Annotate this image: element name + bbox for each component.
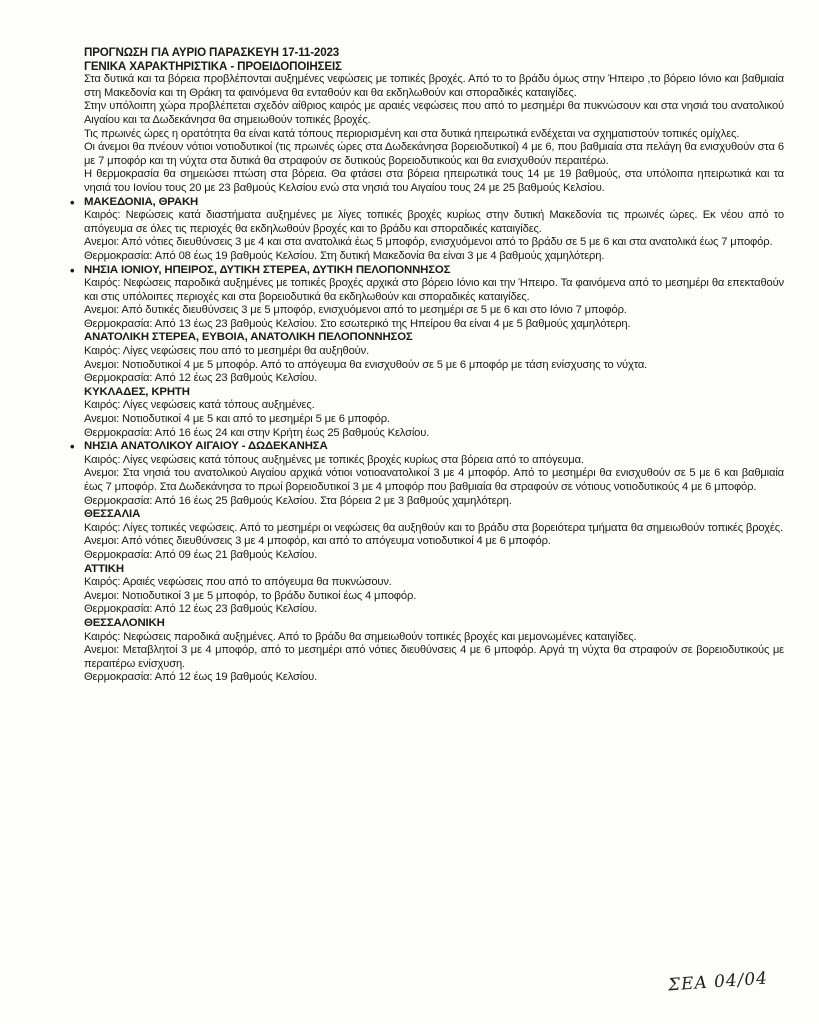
region-heading: • ΝΗΣΙΑ ΙΟΝΙΟΥ, ΗΠΕΙΡΟΣ, ΔΥΤΙΚΗ ΣΤΕΡΕΑ, ΔΥΤΙΚΗ ΠΕΛΟΠΟΝΝΗΣΟΣ bbox=[84, 264, 784, 278]
wind-line: Ανεμοι: Νοτιοδυτικοί 4 με 5 μποφόρ. Από το απόγευμα θα ενισχυθούν σε 5 με 6 μποφόρ με τάση ενίσχυσης το νύχτα. bbox=[84, 358, 648, 371]
general-heading: ΓΕΝΙΚΑ ΧΑΡΑΚΤΗΡΙΣΤΙΚΑ - ΠΡΟΕΙΔΟΠΟΙΗΣΕΙΣ bbox=[84, 59, 342, 73]
weather-line: Καιρός: Αραιές νεφώσεις που από το απόγευμα θα πυκνώσουν. bbox=[84, 576, 392, 589]
region-heading: ΘΕΣΣΑΛΙΑ bbox=[84, 508, 141, 521]
temperature-line: Θερμοκρασία: Από 12 έως 23 βαθμούς Κελσίου. bbox=[84, 372, 318, 385]
region-heading: • ΜΑΚΕΔΟΝΙΑ, ΘΡΑΚΗ bbox=[84, 196, 784, 210]
general-paragraph: Η θερμοκρασία θα σημειώσει πτώση στα βόρεια. Θα φτάσει στα βόρεια ηπειρωτικά τους 14 με 19 βαθμούς, στα υπόλοιπα ηπειρωτικά και τα νησιά του Ιονίου τους 20 με 23 βαθμούς Κελσίου ενώ στα νησιά του Αιγαίου τους 24 με 25 βαθμούς Κελσίου. bbox=[84, 168, 784, 194]
weather-line: Καιρός: Νεφώσεις κατά διαστήματα αυξημένες με λίγες τοπικές βροχές κυρίως στην δυτική Μακεδονία τις πρωινές ώρες. Εκ νέου από το απόγευμα σε όλες τις περιοχές θα εκδηλωθούν βροχές και το βράδυ και σποραδικές καταιγίδες. bbox=[84, 209, 784, 235]
region-section-ionian-epirus bbox=[84, 264, 784, 332]
weather-line: Καιρός: Λίγες νεφώσεις που από το μεσημέρι θα αυξηθούν. bbox=[84, 345, 370, 358]
wind-line: Ανεμοι: Στα νησιά του ανατολικού Αιγαίου αρχικά νότιοι νοτιοανατολικοί 3 με 4 μποφόρ. Από το μεσημέρι θα ενισχυθούν σε 5 με 6 και βαθμιαία έως 7 μποφόρ. Στα Δωδεκάνησα το πρωί βορειοδυτικοί 3 με 4 μποφόρ που βαθμιαία θα στραφούν σε νότιους νοτιοδυτικούς 4 με 6 μποφόρ. bbox=[84, 467, 784, 493]
region-section-east-aegean bbox=[84, 440, 784, 508]
temperature-line: Θερμοκρασία: Από 13 έως 23 βαθμούς Κελσίου. Στο εσωτερικό της Ηπείρου θα είναι 4 με 5 βαθμούς χαμηλότερη. bbox=[84, 317, 631, 330]
wind-line: Ανεμοι: Νοτιοδυτικοί 3 με 5 μποφόρ, το βράδυ δυτικοί έως 4 μποφόρ. bbox=[84, 589, 417, 602]
forecast-document bbox=[84, 46, 784, 685]
region-heading: ΑΝΑΤΟΛΙΚΗ ΣΤΕΡΕΑ, ΕΥΒΟΙΑ, ΑΝΑΤΟΛΙΚΗ ΠΕΛΟΠΟΝΝΗΣΟΣ bbox=[84, 331, 413, 344]
general-paragraph: Τις πρωινές ώρες η ορατότητα θα είναι κατά τόπους περιορισμένη και στα δυτικά ηπειρωτικά ενδέχεται να σχηματιστούν τοπικές ομίχλες. bbox=[84, 127, 740, 140]
wind-line: Ανεμοι: Νοτιοδυτικοί 4 με 5 και από το μεσημέρι 5 με 6 μποφόρ. bbox=[84, 413, 390, 426]
region-heading: ΚΥΚΛΑΔΕΣ, ΚΡΗΤΗ bbox=[84, 385, 190, 398]
temperature-line: Θερμοκρασία: Από 16 έως 24 και στην Κρήτη έως 25 βαθμούς Κελσίου. bbox=[84, 426, 430, 439]
wind-line: Ανεμοι: Από νότιες διευθύνσεις 3 με 4 και στα ανατολικά έως 5 μποφόρ, ενισχυόμενοι από το βράδυ σε 5 με 6 και στα ανατολικά έως 7 μποφόρ. bbox=[84, 236, 773, 249]
region-section-thessaloniki bbox=[84, 617, 784, 685]
temperature-line: Θερμοκρασία: Από 16 έως 25 βαθμούς Κελσίου. Στα βόρεια 2 με 3 βαθμούς χαμηλότερη. bbox=[84, 494, 512, 507]
wind-line: Ανεμοι: Μεταβλητοί 3 με 4 μποφόρ, από το μεσημέρι από νότιες διευθύνσεις 4 με 6 μποφόρ. Αργά τη νύχτα θα στραφούν σε βορειοδυτικούς με περαιτέρω ενίσχυση. bbox=[84, 644, 784, 670]
wind-line: Ανεμοι: Από νότιες διευθύνσεις 3 με 4 μποφόρ, και από το απόγευμα νοτιοδυτικοί 4 με 6 μποφόρ. bbox=[84, 535, 551, 548]
general-paragraph: Οι άνεμοι θα πνέουν νότιοι νοτιοδυτικοί (τις πρωινές ώρες στα Δωδεκάνησα βορειοδυτικοί) 4 με 6, που βαθμιαία στα πελάγη θα ενισχυθούν στα 6 με 7 μποφόρ και τη νύχτα στα δυτικά θα στραφούν σε δυτικούς βορειοδυτικούς και θα ενισχυθούν περαιτέρω. bbox=[84, 141, 784, 167]
temperature-line: Θερμοκρασία: Από 12 έως 19 βαθμούς Κελσίου. bbox=[84, 671, 318, 684]
weather-line: Καιρός: Νεφώσεις παροδικά αυξημένες με τοπικές βροχές αρχικά στο βόρειο Ιόνιο και την Ήπειρο. Τα φαινόμενα από το μεσημέρι θα επεκταθούν και στις υπόλοιπες περιοχές και στα βορειοδυτικά θα εκδηλωθούν και σποραδικές καταιγίδες. bbox=[84, 277, 784, 303]
weather-line: Καιρός: Λίγες νεφώσεις κατά τόπους αυξημένες με τοπικές βροχές κυρίως στα βόρεια από το απόγευμα. bbox=[84, 453, 584, 466]
temperature-line: Θερμοκρασία: Από 08 έως 19 βαθμούς Κελσίου. Στη δυτική Μακεδονία θα είναι 3 με 4 βαθμούς χαμηλότερη. bbox=[84, 249, 605, 262]
region-section-thessaly bbox=[84, 508, 784, 562]
temperature-line: Θερμοκρασία: Από 09 έως 21 βαθμούς Κελσίου. bbox=[84, 548, 318, 561]
region-heading: ΑΤΤΙΚΗ bbox=[84, 562, 124, 575]
region-section-east-sterea bbox=[84, 331, 784, 385]
general-section bbox=[84, 73, 784, 195]
document-title: ΠΡΟΓΝΩΣΗ ΓΙΑ ΑΥΡΙΟ ΠΑΡΑΣΚΕΥΗ 17-11-2023 bbox=[84, 46, 340, 59]
handwritten-signature: ΣΕΑ 04/04 bbox=[667, 968, 769, 996]
weather-line: Καιρός: Νεφώσεις παροδικά αυξημένες. Από το βράδυ θα σημειωθούν τοπικές βροχές και μεμονωμένες καταιγίδες. bbox=[84, 630, 637, 643]
general-paragraph: Στα δυτικά και τα βόρεια προβλέπονται αυξημένες νεφώσεις με τοπικές βροχές. Από το το βράδυ όμως στην Ήπειρο ,το βόρειο Ιόνιο και βαθμιαία στη Μακεδονία και τη Θράκη τα φαινόμενα θα ενταθούν και θα εκδηλωθούν και σποραδικές καταιγίδες. bbox=[84, 73, 784, 99]
region-section-cyclades-crete bbox=[84, 386, 784, 440]
region-section-attica bbox=[84, 563, 784, 617]
weather-line: Καιρός: Λίγες νεφώσεις κατά τόπους αυξημένες. bbox=[84, 399, 315, 412]
region-heading: • ΝΗΣΙΑ ΑΝΑΤΟΛΙΚΟΥ ΑΙΓΑΙΟΥ - ΔΩΔΕΚΑΝΗΣΑ bbox=[84, 440, 784, 454]
region-heading: ΘΕΣΣΑΛΟΝΙΚΗ bbox=[84, 616, 165, 629]
weather-line: Καιρός: Λίγες τοπικές νεφώσεις. Από το μεσημέρι οι νεφώσεις θα αυξηθούν και το βράδυ στα βορειότερα τμήματα θα σημειωθούν τοπικές βροχές. bbox=[84, 521, 783, 534]
region-section-macedonia-thrace bbox=[84, 196, 784, 264]
temperature-line: Θερμοκρασία: Από 12 έως 23 βαθμούς Κελσίου. bbox=[84, 603, 318, 616]
wind-line: Ανεμοι: Από δυτικές διευθύνσεις 3 με 5 μποφόρ, ενισχυόμενοι από το μεσημέρι σε 5 με 6 και στο Ιόνιο 7 μποφόρ. bbox=[84, 304, 627, 317]
general-paragraph: Στην υπόλοιπη χώρα προβλέπεται σχεδόν αίθριος καιρός με αραιές νεφώσεις που από το μεσημέρι θα πυκνώσουν και στα νησιά του ανατολικού Αιγαίου και τα Δωδεκάνησα θα σημειωθούν τοπικές βροχές. bbox=[84, 100, 784, 126]
